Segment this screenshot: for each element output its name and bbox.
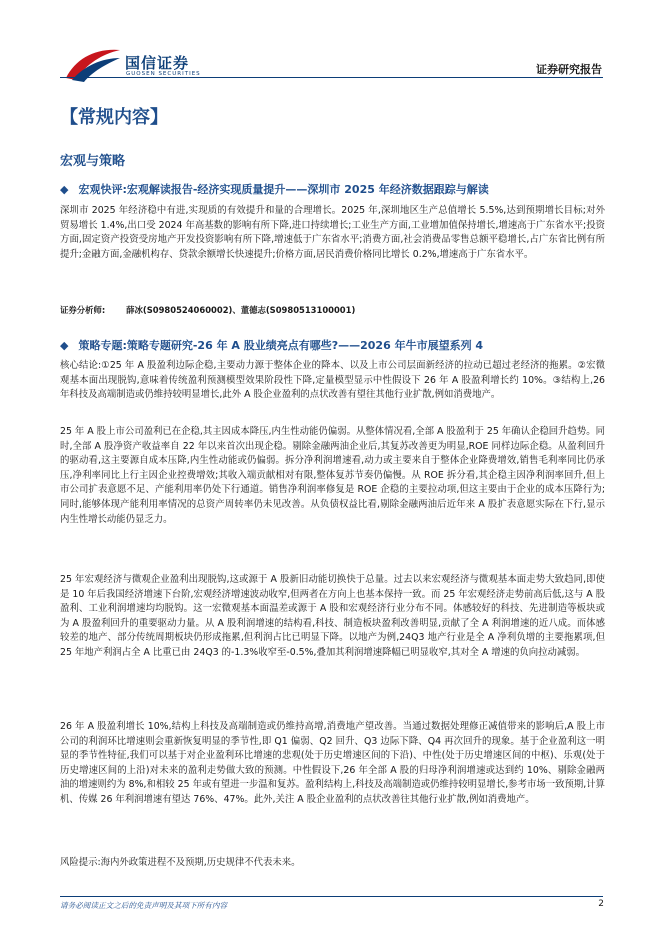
paragraph: 风险提示:海内外政策进程不及预期,历史规律不代表未来。 (60, 857, 301, 868)
report-type: 证券研究报告 (536, 63, 602, 76)
paragraph: 核心结论:①25 年 A 股盈利边际企稳,主要动力源于整体企业的降本、以及上市公司层面新经济的拉动已超过老经济的拖累。②宏微观基本面出现脱钩,意味着传统盈利预测模型效果阶段性下降,定量模型显示中性假设下 26 年 A 股盈利增长约 10%。③结构上,26 年科技及高端制造或仍维持较明显增长,此外 A 股企业盈利的点状改善有望往其他行业扩散,例如消费地产。 (60, 360, 605, 401)
section-title: 宏观与策略 (60, 154, 126, 169)
logo-subtext: GUOSEN SECURITIES (126, 71, 201, 77)
item-title-text: 策略专题:策略专题研究-26 年 A 股业绩亮点有哪些?——2026 年牛市展望系列 4 (78, 339, 484, 352)
paragraph: 26 年 A 股盈利增长 10%,结构上科技及高端制造或仍维持高增,消费地产望改善。当通过数据处理修正减值带来的影响后,A 股上市公司的利润环比增速则会重新恢复明显的季节性,即 Q1 偏弱、Q2 回升、Q3 边际下降、Q4 再次回升的现象。基于企业盈利这一明显的季节性特征,我们可以基于对企业盈利环比增速的悲观(处于历史增速区间的下沿)、中性(处于历史增速区间的中枢)、乐观(处于历史增速区间的上沿)对未来的盈利走势做大致的预测。中性假设下,26 年全部 A 股的归母净利润增速或达到约 10%、剔除金融两油的增速则约为 8%,和相较 25 年或有望进一步温和复苏。盈利结构上,科技及高端制造或仍维持较明显增长,参考市场一致预期,计算机、传媒 26 年利润增速有望达 76%、47%。此外,关注 A 股企业盈利的点状改善往其他行业扩散,例如消费地产。 (60, 721, 605, 805)
item-title-macro (60, 181, 489, 197)
footer-disclaimer: 请务必阅读正文之后的免责声明及其项下所有内容 (60, 901, 228, 910)
analyst-label: 证券分析师: (60, 305, 106, 315)
item-title-text: 宏观快评:宏观解读报告-经济实现质量提升——深圳市 2025 年经济数据跟踪与解读 (78, 183, 489, 196)
logo-text: 国信证券 (125, 54, 190, 72)
paragraph: 25 年宏观经济与微观企业盈利出现脱钩,这或源于 A 股新旧动能切换快于总量。过去以来宏观经济与微观基本面走势大致趋同,即使是 10 年后我国经济增速下台阶,宏观经济增速波动收窄,但两者在方向上也基本保持一致。而 25 年宏观经济走势前高后低,这与 A 股盈利、工业利润增速均均脱钩。这一宏微观基本面温差或源于 A 股和宏观经济行业分布不同。体感较好的科技、先进制造等板块或为 A 股盈利回升的重要驱动力量。从 A 股利润增速的结构看,科技、制造板块盈利改善明显,贡献了全 A 利润增速的近八成。而体感较差的地产、部分传统周期板块仍形成拖累,但利润占比已明显下降。以地产为例,24Q3 地产行业是全 A 净利负增的主要拖累项,但 25 年地产利润占全 A 比重已由 24Q3 的-1.3%收窄至-0.5%,叠加其利润增速降幅已明显收窄,其对全 A 增速的负向拉动减弱。 (60, 574, 605, 658)
analyst-line (60, 304, 355, 316)
header-divider (60, 77, 603, 78)
page-number: 2 (598, 899, 604, 909)
paragraph: 25 年 A 股上市公司盈利已在企稳,其主因成本降压,内生性动能仍偏弱。从整体情况看,全部 A 股盈利于 25 年确认企稳回升趋势。同时,全部 A 股净资产收益率自 22 年以来首次出现企稳。剔除金融两油企业后,其复苏改善更为明显,ROE 同样边际企稳。从盈利回升的驱动看,这主要源自成本压降,内生性动能或仍偏弱。拆分净利润增速看,动力或主要来自于整体企业降费增效,销售毛利率同比仍承压,净利率同比上行主因企业控费增效;其收入端贡献相对有限,整体复苏节奏仍偏慢。从 ROE 拆分看,其企稳主因净利润率回升,但上市公司扩表意愿不足、产能利用率仍处下行通道。销售净利润率修复是 ROE 企稳的主要拉动项,但这主要由于企业的成本压降行为;同时,能够体现产能利用率情况的总资产周转率仍未见改善。从负债权益比看,剔除金融两油后近年来 A 股扩表意愿实际在下行,显示内生性增长动能仍显乏力。 (60, 426, 605, 525)
analyst-names: 薛冰(S0980524060002)、董德志(S0980513100001) (126, 305, 356, 315)
page-title: 【常规内容】 (60, 107, 168, 128)
diamond-bullet-icon: ◆ (60, 183, 69, 196)
diamond-bullet-icon: ◆ (60, 339, 69, 352)
footer-divider (60, 896, 603, 897)
paragraph: 深圳市 2025 年经济稳中有进,实现质的有效提升和量的合理增长。2025 年,深圳地区生产总值增长 5.5%,达到预期增长目标;对外贸易增长 1.4%,出口受 2024 年高基数的影响有所下降,进口持续增长;工业生产方面,工业增加值保持增长,增速高于广东省水平;投资方面,固定资产投资受房地产开发投资影响有所下降,增速低于广东省水平;消费方面,社会消费品零售总额平稳增长,占广东省比例有所提升;金融方面,金融机构存、贷款余额增长快速提升;价格方面,居民消费价格同比增长 0.2%,增速高于广东省水平。 (60, 205, 605, 260)
item-title-strategy (60, 337, 483, 353)
